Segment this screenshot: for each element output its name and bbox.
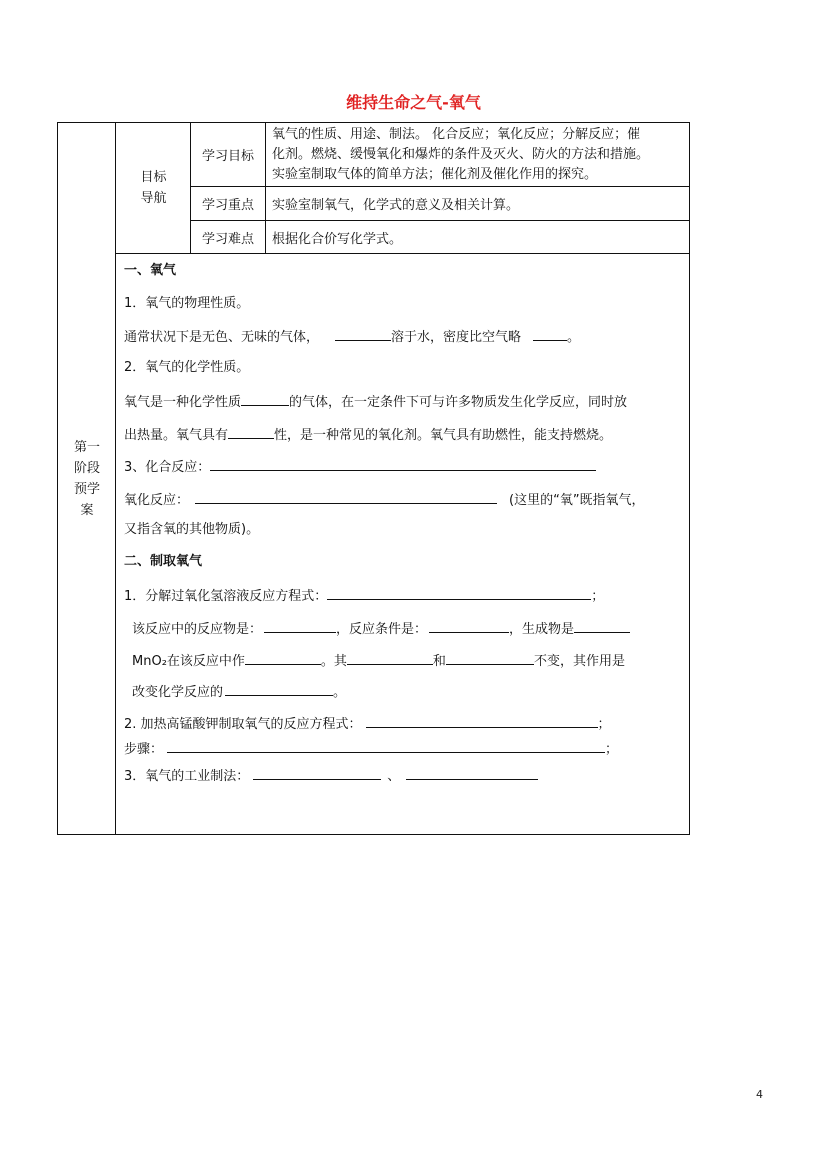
question-text: 1．氧气的物理性质。: [124, 296, 250, 311]
question-line: 2. 加热高锰酸钾制取氧气的反应方程式： ；: [124, 713, 611, 735]
goal-line: 氧气的性质、用途、制法。 化合反应；氧化反应；分解反应；催: [272, 127, 641, 142]
question-line: 3、化合反应：: [124, 456, 596, 478]
focus-content: 实验室制氧气，化学式的意义及相关计算。: [272, 198, 520, 213]
question-line: 该反应中的反应物是： ，反应条件是： ，生成物是: [132, 618, 630, 640]
answer-blank[interactable]: [167, 738, 605, 753]
question-line: 通常状况下是无色、无味的气体， 溶于水，密度比空气略 。: [124, 326, 580, 348]
stage-cell: [58, 123, 116, 834]
answer-blank[interactable]: [335, 326, 391, 341]
question-line: 改变化学反应的 。: [132, 681, 346, 703]
question-line: MnO₂在该反应中作 。其 和 不变，其作用是: [132, 650, 625, 672]
answer-blank[interactable]: [446, 650, 534, 665]
answer-blank[interactable]: [429, 618, 509, 633]
nav-label: 目标导航: [140, 170, 167, 206]
goal-line: 实验室制取气体的简单方法；催化剂及催化作用的探究。: [272, 167, 598, 182]
section-heading: 一、氧气: [124, 263, 177, 278]
answer-blank[interactable]: [210, 456, 596, 471]
worksheet-table: [57, 122, 690, 835]
focus-label: 学习重点: [201, 198, 254, 213]
answer-blank[interactable]: [245, 650, 321, 665]
answer-blank[interactable]: [366, 713, 598, 728]
answer-blank[interactable]: [241, 391, 289, 406]
difficulty-label: 学习难点: [201, 231, 254, 247]
question-line: 氧化反应： (这里的“氧”既指氧气，: [124, 489, 645, 511]
section-heading: 二、制取氧气: [124, 554, 203, 569]
page-number: 4: [756, 1088, 763, 1101]
answer-blank[interactable]: [533, 326, 567, 341]
answer-blank[interactable]: [228, 424, 274, 439]
question-text: 2．氧气的化学性质。: [124, 360, 250, 375]
question-line: 步骤： ；: [124, 738, 618, 760]
page-title: 维持生命之气-氧气: [346, 93, 481, 112]
question-line: 1．分解过氧化氢溶液反应方程式： ；: [124, 585, 604, 607]
question-line: 氧气是一种化学性质 的气体，在一定条件下可与许多物质发生化学反应，同时放: [124, 391, 627, 413]
nav-cell: [116, 123, 191, 253]
goal-content: [266, 125, 690, 185]
answer-blank[interactable]: [253, 765, 381, 780]
question-line: 3．氧气的工业制法： 、: [124, 765, 538, 787]
stage-label: 第一阶段预学案: [73, 439, 100, 518]
answer-blank[interactable]: [347, 650, 433, 665]
divider: [115, 253, 690, 254]
answer-blank[interactable]: [225, 681, 333, 696]
answer-blank[interactable]: [327, 585, 591, 600]
answer-blank[interactable]: [264, 618, 336, 633]
question-text: 又指含氧的其他物质)。: [124, 522, 260, 537]
goal-line: 化剂。燃烧、缓慢氧化和爆炸的条件及灭火、防火的方法和措施。: [272, 147, 650, 162]
question-line: 出热量。氧气具有 性，是一种常见的氧化剂。氧气具有助燃性，能支持燃烧。: [124, 424, 612, 446]
goal-label: 学习目标: [201, 149, 254, 164]
answer-blank[interactable]: [195, 489, 497, 504]
answer-blank[interactable]: [406, 765, 538, 780]
difficulty-content: 根据化合价写化学式。: [272, 231, 403, 247]
answer-blank[interactable]: [574, 618, 630, 633]
